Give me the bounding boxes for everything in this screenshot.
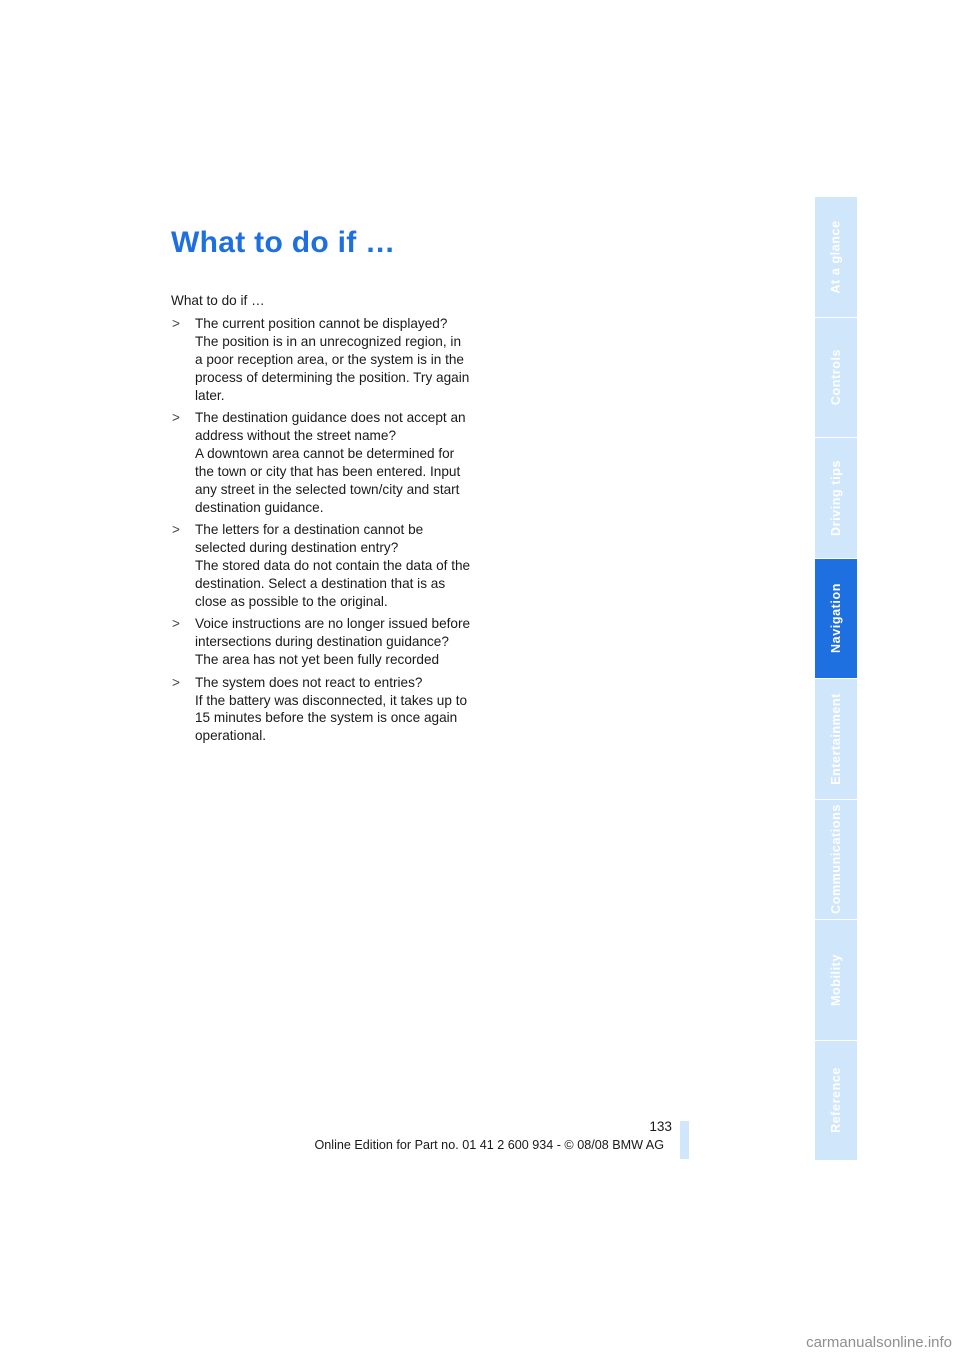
tab-mobility[interactable] <box>815 920 857 1041</box>
item-answer: The position is in an unrecognized region, in a poor reception area, or the system is in the process of determining the position. Try again later. <box>195 333 470 403</box>
bullet-arrow-icon: > <box>172 316 180 331</box>
item-answer: If the battery was disconnected, it takes up to 15 minutes before the system is once again operational. <box>195 692 468 744</box>
bullet-arrow-icon: > <box>172 522 180 538</box>
chapter-tabs <box>815 197 857 1160</box>
tab-communications[interactable] <box>815 800 857 921</box>
list-item <box>171 521 471 611</box>
tab-label: Reference <box>829 1067 844 1134</box>
bullet-arrow-icon: > <box>172 410 180 426</box>
item-question: The letters for a destination cannot be selected during destination entry? <box>195 522 424 556</box>
tab-label: Driving tips <box>829 459 843 536</box>
page-number: 133 <box>649 1119 672 1134</box>
item-question: The current position cannot be displayed? <box>195 316 448 331</box>
item-question: The destination guidance does not accept an address without the street name? <box>195 410 466 444</box>
tab-label: Communications <box>829 804 843 915</box>
tab-label: Controls <box>829 349 843 406</box>
item-question: The system does not react to entries? <box>195 674 423 690</box>
tab-navigation[interactable] <box>815 559 857 680</box>
item-answer: A downtown area cannot be determined for the town or city that has been entered. Input any street in the selected town/city and start destination guidance. <box>195 445 461 515</box>
tab-label: Mobility <box>829 953 843 1006</box>
item-question: Voice instructions are no longer issued before intersections during destination guidance? <box>195 616 471 650</box>
edition-footer: Online Edition for Part no. 01 41 2 600 934 - © 08/08 BMW AG <box>314 1138 664 1152</box>
tab-label: At a glance <box>829 220 844 294</box>
bullet-arrow-icon: > <box>172 674 180 690</box>
tab-label: Navigation <box>829 583 843 654</box>
watermark-text: carmanualsonline.info <box>806 1334 952 1351</box>
troubleshooting-list <box>171 315 471 750</box>
tab-reference[interactable] <box>815 1041 857 1161</box>
item-answer: The area has not yet been fully recorded <box>195 652 440 668</box>
tab-entertainment[interactable] <box>815 679 857 800</box>
item-answer: The stored data do not contain the data of the destination. Select a destination that is as close as possible to the original. <box>195 557 471 609</box>
tab-controls[interactable] <box>815 318 857 439</box>
list-item <box>171 409 471 516</box>
tab-at-a-glance[interactable] <box>815 197 857 318</box>
intro-text: What to do if … <box>171 293 265 308</box>
bullet-arrow-icon: > <box>172 616 180 632</box>
page-marker <box>680 1121 689 1159</box>
tab-label: Entertainment <box>829 692 843 785</box>
tab-driving-tips[interactable] <box>815 438 857 559</box>
page-title: What to do if … <box>171 226 396 259</box>
list-item <box>171 315 471 405</box>
list-item <box>171 615 471 669</box>
list-item <box>171 674 471 746</box>
